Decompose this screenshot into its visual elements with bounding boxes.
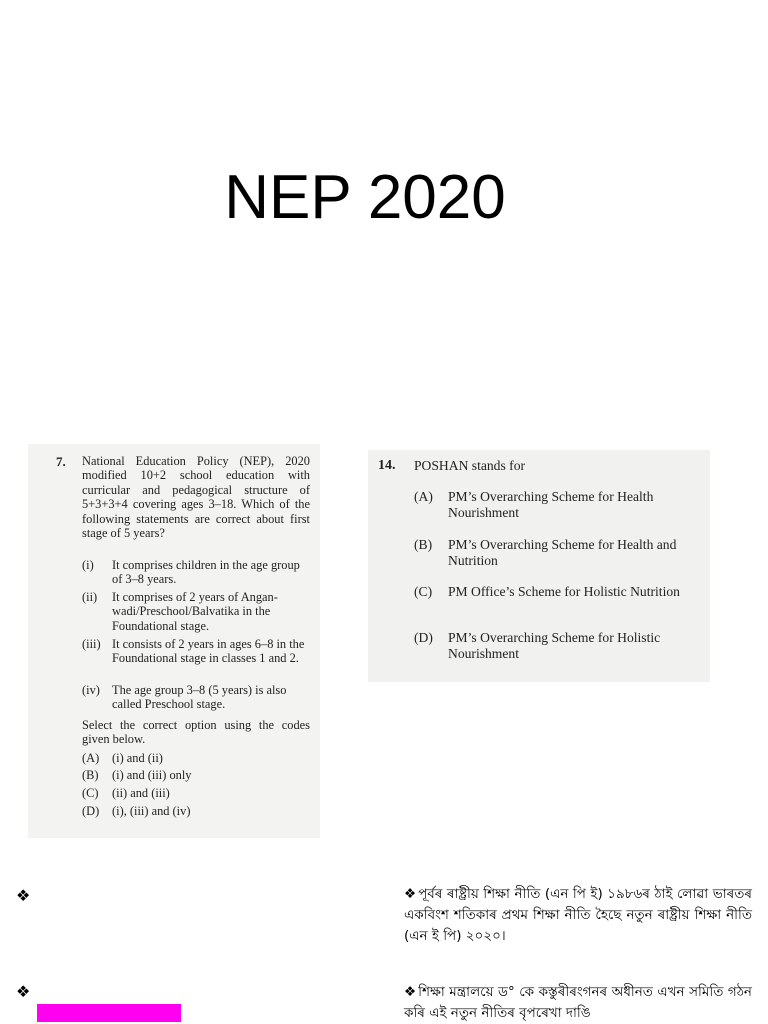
statement-text: It comprises of 2 years of Angan-wadi/Preschool/Balvatika in the Foundational stage. xyxy=(112,590,278,633)
option-label: (D) xyxy=(414,630,433,645)
assamese-bullet xyxy=(404,982,752,1024)
bullet-icon: ❖ xyxy=(404,984,417,1000)
bullet-icon: ❖ xyxy=(404,886,417,902)
option-text: PM’s Overarching Scheme for Health and Nutrition xyxy=(448,537,677,568)
option-label: (B) xyxy=(414,537,433,552)
assamese-bullet-text: পূৰ্বৰ ৰাষ্ট্ৰীয় শিক্ষা নীতি (এন পি ই) ১৯৮৬ৰ ঠাই লোৱা ভাৰতৰ একবিংশ শতিকাৰ প্ৰথম শিক্ষা নীতি হৈছে নতুন ৰাষ্ট্ৰীয় শিক্ষা নীতি (এন ই পি) ২০২০। xyxy=(404,886,752,944)
assamese-bullet xyxy=(404,884,752,947)
option-text: PM Office’s Scheme for Holistic Nutrition xyxy=(448,584,680,599)
option-label: (C) xyxy=(414,584,433,599)
assamese-bullet-text: শিক্ষা মন্ত্ৰালয়ে ড° কে কস্তুৰীৰংগনৰ অধীনত এখন সমিতি গঠন কৰি এই নতুন নীতিৰ বৃপৰেখা দাঙি xyxy=(404,984,752,1021)
option-text: (i), (iii) and (iv) xyxy=(112,804,191,818)
statement-label: (ii) xyxy=(82,590,98,604)
option-text: PM’s Overarching Scheme for Holistic Nourishment xyxy=(448,630,661,661)
option-label: (A) xyxy=(414,489,433,504)
bullet-icon: ❖ xyxy=(16,886,31,905)
question-number: 14. xyxy=(378,458,396,473)
statement-text: It comprises children in the age group of 3–8 years. xyxy=(112,558,300,587)
option-label: (B) xyxy=(82,768,99,782)
option-text: (i) and (iii) only xyxy=(112,768,192,782)
option-text: (ii) and (iii) xyxy=(112,786,170,800)
slide-title: NEP 2020 xyxy=(224,163,506,232)
highlight-bar xyxy=(37,1004,181,1022)
question-text: National Education Policy (NEP), 2020 modified 10+2 school education with curricular and pedagogical structure of 5+3+3+4 covering ages 3–18. Which of the following statements are correct about first stage of 5 years? xyxy=(82,454,310,541)
option-label: (D) xyxy=(82,804,100,818)
instruction-text: Select the correct option using the codes given below. xyxy=(82,718,310,747)
statement-text: The age group 3–8 (5 years) is also called Preschool stage. xyxy=(112,683,287,712)
question-number: 7. xyxy=(56,454,66,469)
question-text: POSHAN stands for xyxy=(414,458,526,473)
statement-text: It consists of 2 years in ages 6–8 in the Foundational stage in classes 1 and 2. xyxy=(112,637,305,666)
option-text: (i) and (ii) xyxy=(112,751,163,765)
option-label: (A) xyxy=(82,751,100,765)
option-text: PM’s Overarching Scheme for Health Nourishment xyxy=(448,489,654,520)
bullet-icon: ❖ xyxy=(16,982,31,1001)
statement-label: (i) xyxy=(82,558,94,572)
question-14-image xyxy=(368,450,710,682)
statement-label: (iii) xyxy=(82,637,101,651)
question-7-image xyxy=(28,444,320,838)
statement-label: (iv) xyxy=(82,683,100,697)
option-label: (C) xyxy=(82,786,99,800)
